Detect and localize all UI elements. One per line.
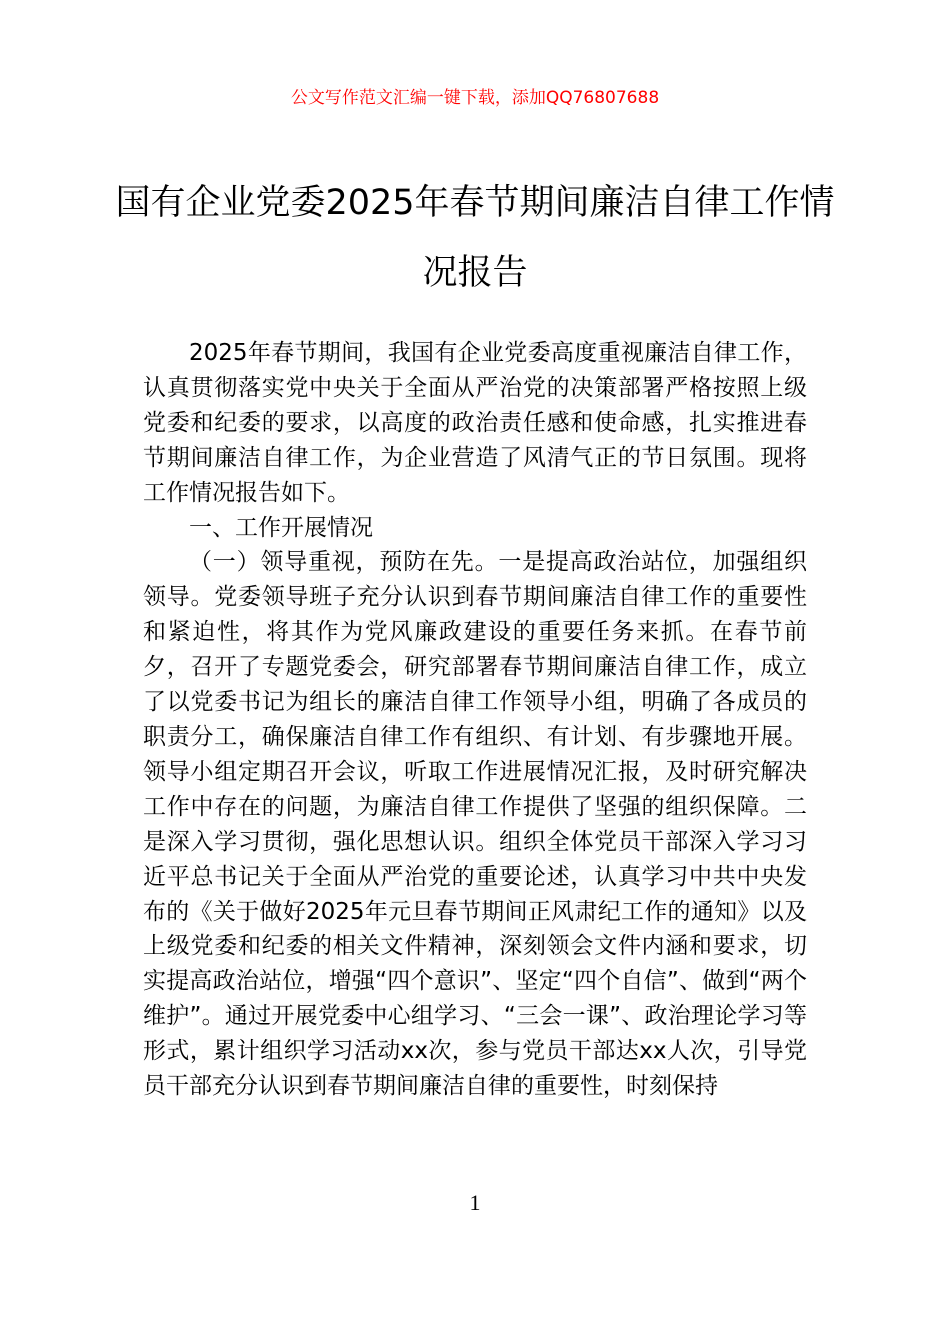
section-heading: 一、工作开展情况 xyxy=(189,514,373,541)
intro-paragraph: 2025年春节期间，我国有企业党委高度重视廉洁自律工作，认真贯彻落实党中央关于全面从严治党的决策部署严格按照上级党委和纪委的要求，以高度的政治责任感和使命感，扎实推进春节期间廉洁自律工作，为企业营造了风清气正的节日氛围。现将工作情况报告如下。 xyxy=(143,340,807,506)
subsection-paragraph: （一）领导重视，预防在先。一是提高政治站位，加强组织领导。党委领导班子充分认识到春节期间廉洁自律工作的重要性和紧迫性，将其作为党风廉政建设的重要任务来抓。在春节前夕，召开了专题党委会，研究部署春节期间廉洁自律工作，成立了以党委书记为组长的廉洁自律工作领导小组，明确了各成员的职责分工，确保廉洁自律工作有组织、有计划、有步骤地开展。领导小组定期召开会议，听取工作进展情况汇报，及时研究解决工作中存在的问题，为廉洁自律工作提供了坚强的组织保障。二是深入学习贯彻，强化思想认识。组织全体党员干部深入学习习近平总书记关于全面从严治党的重要论述，认真学习中共中央发布的《关于做好2025年元旦春节期间正风肃纪工作的通知》以及上级党委和纪委的相关文件精神，深刻领会文件内涵和要求，切实提高政治站位，增强“四个意识”、坚定“四个自信”、做到“两个维护”。通过开展党委中心组学习、“三会一课”、政治理论学习等形式，累计组织学习活动xx次，参与党员干部达xx人次，引导党员干部充分认识到春节期间廉洁自律的重要性，时刻保持 xyxy=(143,549,807,1100)
document-title: 国有企业党委2025年春节期间廉洁自律工作情况报告 xyxy=(115,183,835,293)
page-number: 1 xyxy=(469,1190,481,1215)
document-body xyxy=(143,336,807,1104)
header-notice: 公文写作范文汇编一键下载，添加QQ76807688 xyxy=(290,88,660,108)
